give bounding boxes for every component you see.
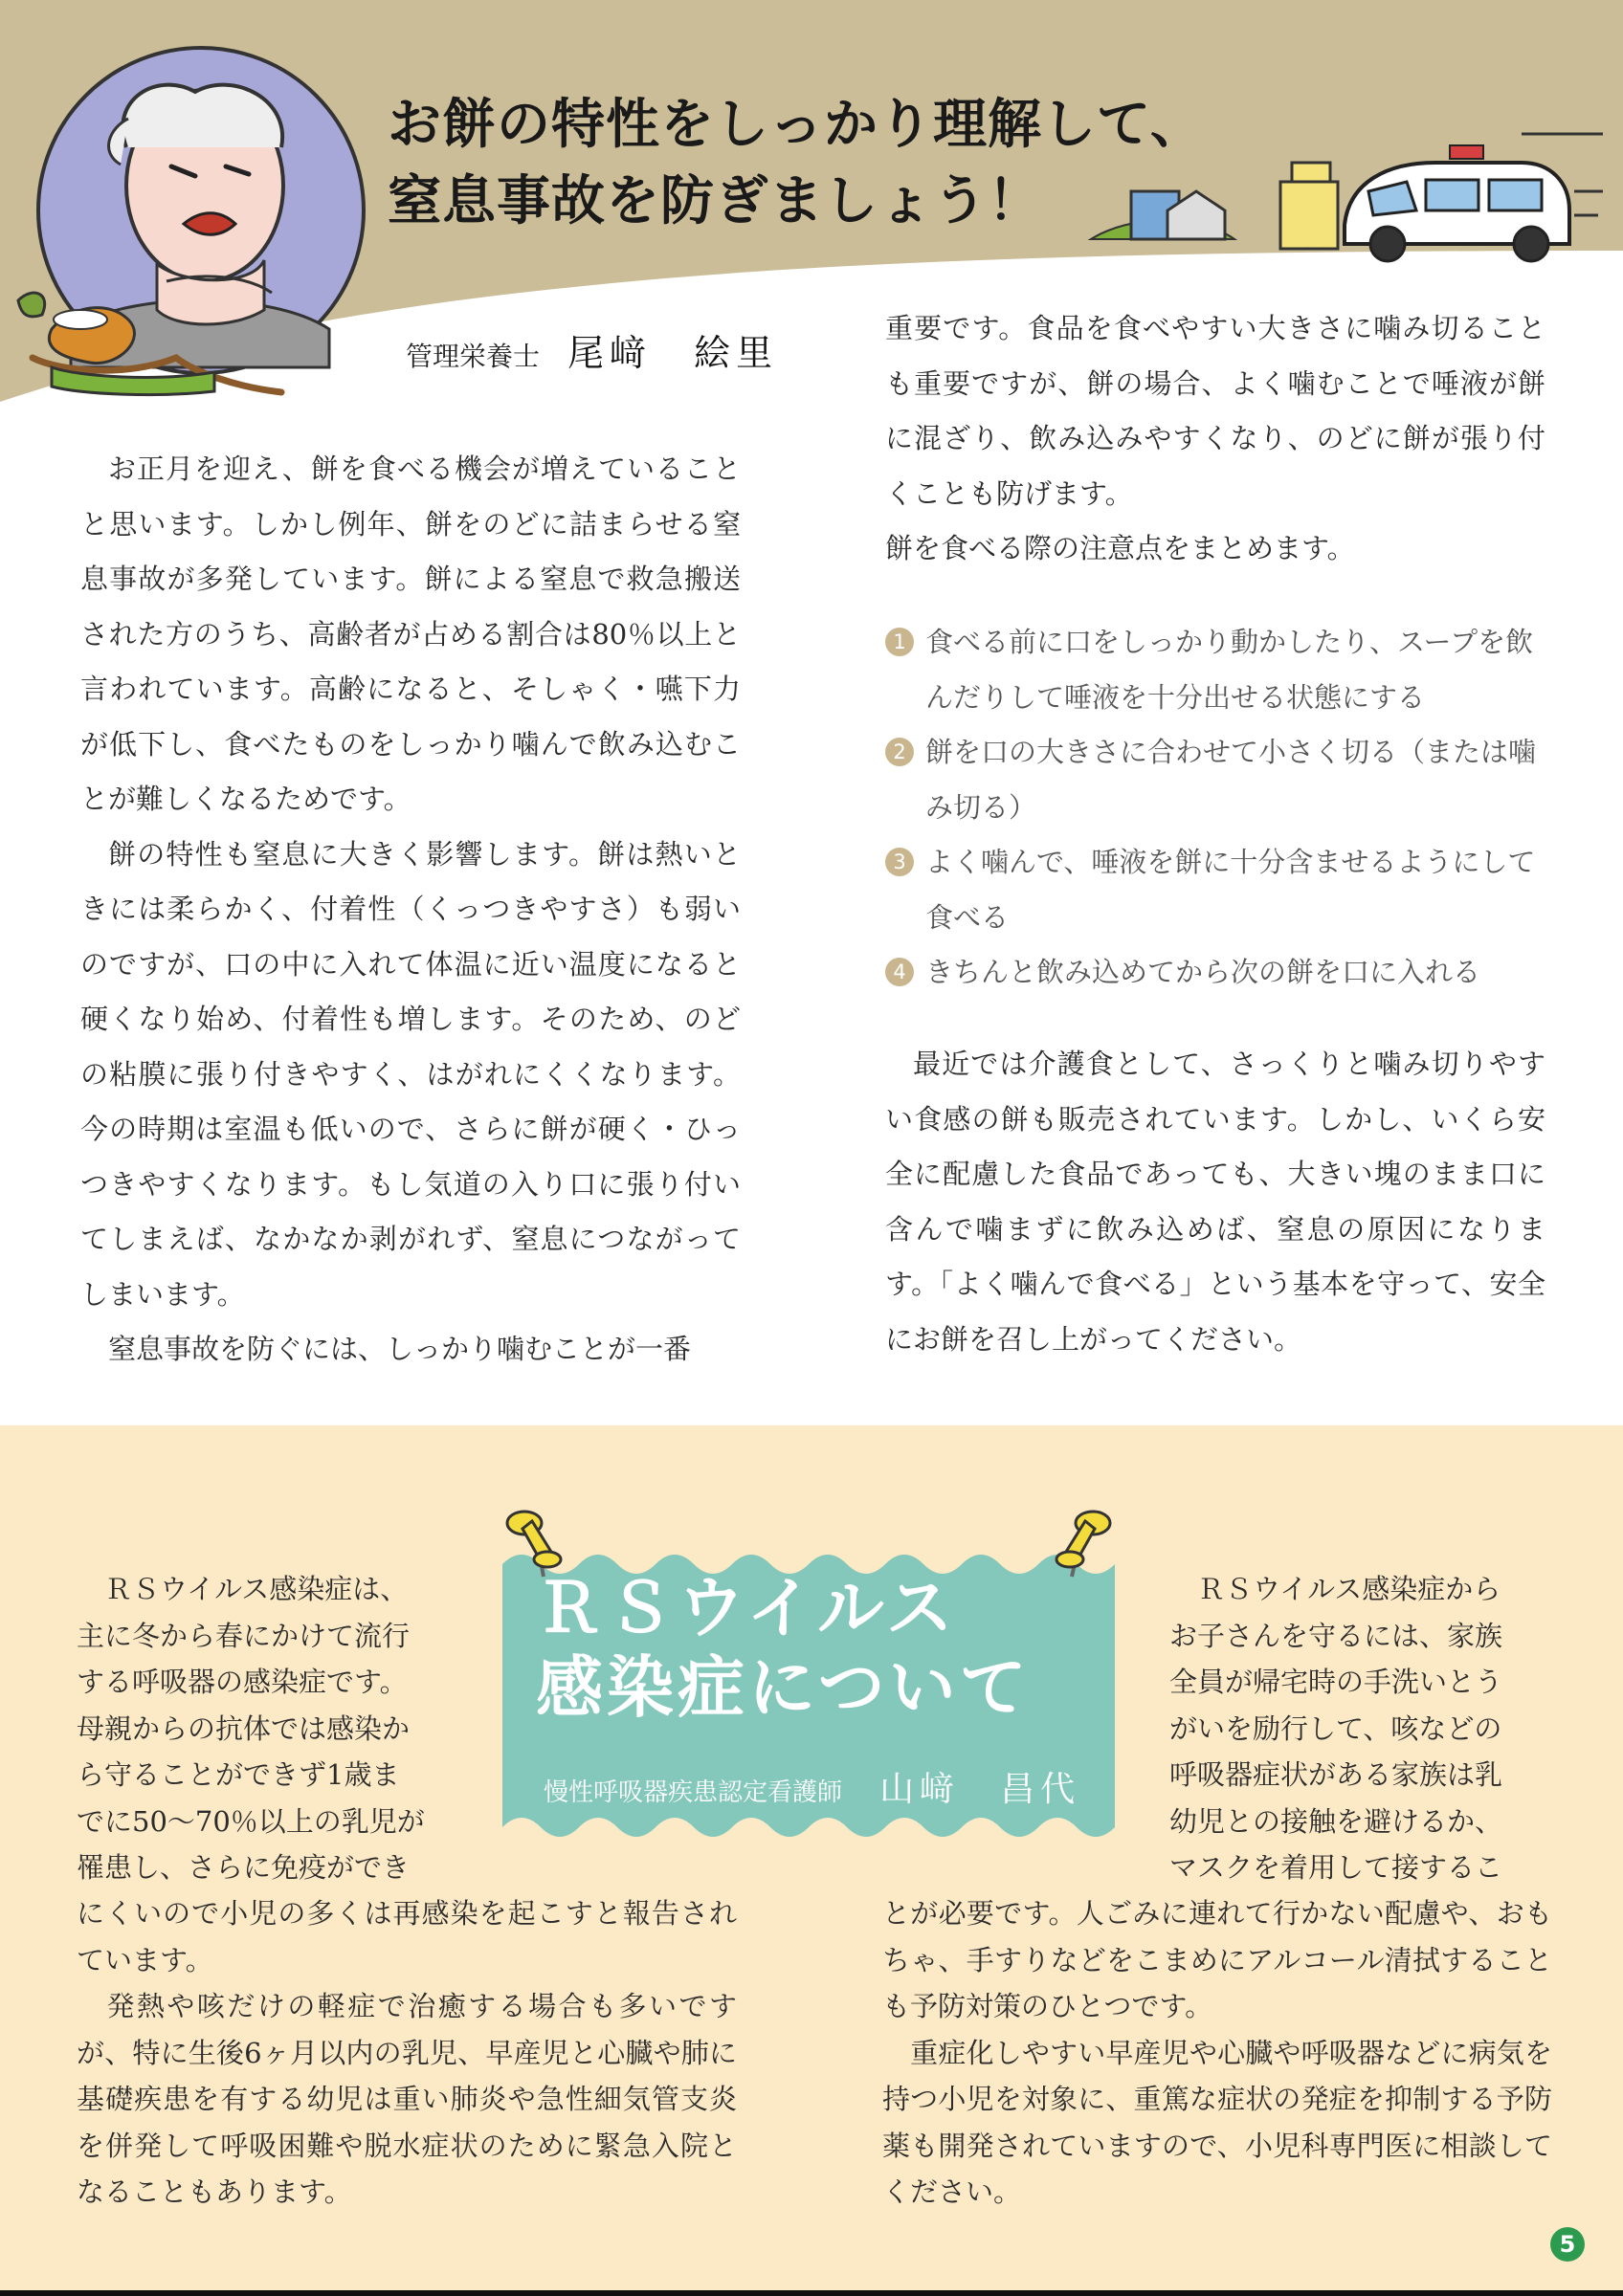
bottom-rule (0, 2290, 1623, 2296)
rs-article-left-wide (77, 1890, 737, 2216)
author-name: 山﨑 昌代 (879, 1770, 1081, 1809)
text-line: 母親からの抗体では感染か (77, 1711, 411, 1745)
text-line: お子さんを守るには、家族 (1169, 1619, 1503, 1652)
text-line: ＲＳウイルス感染症は、 (77, 1573, 409, 1605)
rs-article-right-narrow (1169, 1566, 1552, 1891)
title-line-2: 窒息事故を防ぎましょう！ (388, 169, 1042, 232)
list-item-text: きちんと飲み込めてから次の餅を口に入れる (925, 956, 1481, 988)
text-line: する呼吸器の感染症です。 (77, 1666, 408, 1698)
text-line: ら守ることができず1歳ま (77, 1758, 400, 1791)
paragraph: にくいので小児の多くは再感染を起こすと報告されています。 (77, 1897, 737, 1976)
number-badge: 1 (885, 628, 914, 656)
rs-title-line-2: 感染症について (536, 1647, 1031, 1727)
choking-elder-illustration (13, 42, 396, 406)
list-item (885, 615, 1555, 725)
text-line: 罹患し、さらに免疫ができ (77, 1851, 411, 1884)
paragraph: お正月を迎え、餅を食べる機会が増えていることと思います。しかし例年、餅をのどに詰まらせる窒息事故が多発しています。餅による窒息で救急搬送された方のうち、高齢者が占める割合は80％以上と言われています。高齢になると、そしゃく・嚥下力が低下し、食べたものをしっかり噛んで飲み込むことが難しくなるためです。 (80, 453, 741, 815)
author-role: 慢性呼吸器疾患認定看護師 (544, 1778, 843, 1807)
text-line: 幼児との接触を避けるか、 (1169, 1804, 1503, 1838)
author-credit (406, 323, 778, 376)
author-name: 尾﨑 絵里 (567, 332, 779, 374)
eating-tips-list (885, 615, 1555, 1001)
mochi-article-left-column (80, 442, 741, 1378)
text-line: がいを励行して、咳などの (1169, 1711, 1502, 1745)
number-badge: 2 (885, 738, 914, 766)
list-item (885, 725, 1555, 835)
text-line: 主に冬から春にかけて流行 (77, 1619, 411, 1652)
paragraph: とが必要です。人ごみに連れて行かない配慮や、おもちゃ、手すりなどをこまめにアルコール清拭することも予防対策のひとつです。 (882, 1897, 1552, 2022)
page-number-badge: 5 (1550, 2227, 1585, 2262)
text-line: 呼吸器症状がある家族は乳 (1169, 1758, 1503, 1791)
list-item-text: 食べる前に口をしっかり動かしたり、スープを飲んだりして唾液を十分出せる状態にする (925, 626, 1534, 714)
author-role: 管理栄養士 (406, 341, 541, 372)
list-item (885, 945, 1555, 1001)
paragraph: 窒息事故を防ぐには、しっかり噛むことが一番 (108, 1333, 692, 1365)
rs-article-right-wide (882, 1890, 1552, 2216)
paragraph: 餅の特性も窒息に大きく影響します。餅は熱いときには柔らかく、付着性（くっつきやすさ）も弱いのですが、口の中に入れて体温に近い温度になると硬くなり始め、付着性も増します。そのため、のどの粘膜に張り付きやすく、はがれにくくなります。今の時期は室温も低いので、さらに餅が硬く・ひっつきやすくなります。もし気道の入り口に張り付いてしまえば、なかなか剥がれず、窒息につながってしまいます。 (80, 837, 741, 1311)
number-badge: 3 (885, 848, 914, 876)
paragraph: 発熱や咳だけの軽症で治癒する場合も多いですが、特に生後6ヶ月以内の乳児、早産児と心臓や肺に基礎疾患を有する幼児は重い肺炎や急性細気管支炎を併発して呼吸困難や脱水症状のために緊急入院となることもあります。 (77, 1990, 737, 2208)
paragraph: 重要です。食品を食べやすい大きさに噛み切ることも重要ですが、餅の場合、よく噛むことで唾液が餅に混ざり、飲み込みやすくなり、のどに餅が張り付くことも防げます。 (885, 312, 1545, 510)
rs-virus-section (0, 1425, 1623, 2296)
rs-title-line-1: ＲＳウイルス (536, 1568, 957, 1647)
list-item (885, 835, 1555, 945)
rs-article-left-narrow (77, 1566, 440, 1891)
text-line: ＲＳウイルス感染症から (1169, 1573, 1501, 1605)
paragraph: 餅を食べる際の注意点をまとめます。 (885, 532, 1355, 564)
text-line: 全員が帰宅時の手洗いとう (1169, 1666, 1503, 1698)
number-badge: 4 (885, 958, 914, 986)
text-line: マスクを着用して接するこ (1169, 1851, 1503, 1884)
list-item-text: 餅を口の大きさに合わせて小さく切る（または噛み切る） (925, 736, 1537, 824)
rs-author-credit (544, 1762, 1080, 1811)
mochi-article-right-column (885, 301, 1545, 577)
paragraph: 最近では介護食として、さっくりと噛み切りやすい食感の餅も販売されています。しかし、いくら安全に配慮した食品であっても、大きい塊のまま口に含んで噛まずに飲み込めば、窒息の原因になります。「よく噛んで食べる」という基本を守って、安全にお餅を召し上がってください。 (885, 1048, 1545, 1356)
title-line-1: お餅の特性をしっかり理解して、 (388, 93, 1205, 156)
list-item-text: よく噛んで、唾液を餅に十分含ませるようにして食べる (925, 846, 1536, 934)
ambulance-town-illustration (1072, 124, 1608, 268)
pin-icon (1056, 1512, 1110, 1577)
text-line: でに50〜70％以上の乳児が (77, 1804, 425, 1838)
mochi-article-closing (885, 1037, 1545, 1367)
paragraph: 重症化しやすい早産児や心臓や呼吸器などに病気を持つ小児を対象に、重篤な症状の発症を抑制する予防薬も開発されていますので、小児科専門医に相談してください。 (882, 2036, 1552, 2208)
